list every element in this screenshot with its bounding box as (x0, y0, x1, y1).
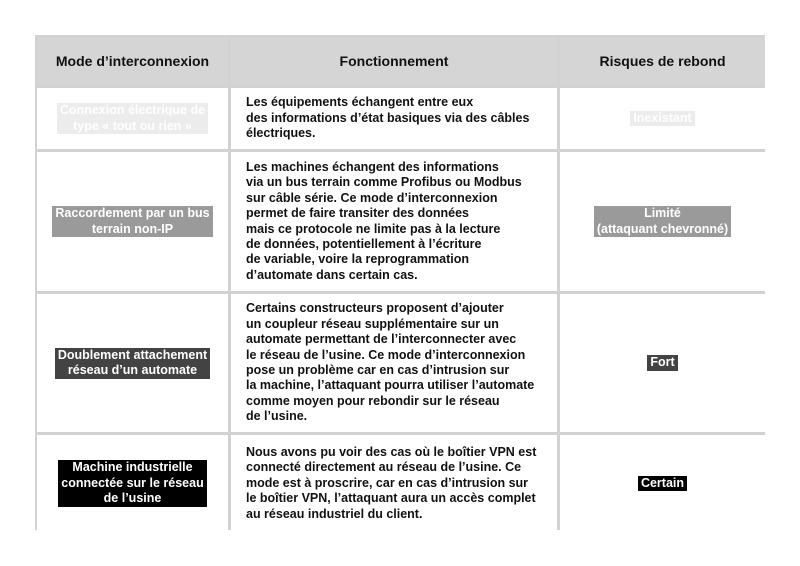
row-2-fonctionnement (231, 152, 557, 291)
row-3-fonctionnement (231, 294, 557, 432)
mode-badge-2: Raccordement par un bus terrain non-IP (52, 206, 212, 237)
description-4: Nous avons pu voir des cas où le boîtier VPN est connecté directement au réseau de l’usine. Ce mode est à proscrire, car en cas d’intrusion sur le boîtier VPN, l’attaquant aura un accès complet au réseau industriel du client. (246, 444, 537, 521)
risk-badge-2: Limité (attaquant chevronné) (594, 206, 731, 237)
row-2-risque (560, 152, 765, 291)
row-4-risque (560, 435, 765, 532)
risk-badge-4: Certain (638, 476, 687, 492)
header-risques (560, 37, 765, 85)
mode-badge-3: Doublement attachement réseau d’un automate (55, 348, 210, 379)
row-3-mode (37, 294, 228, 432)
row-4-mode (37, 435, 228, 532)
header-fonctionnement (231, 37, 557, 85)
header-mode (37, 37, 228, 85)
row-1-risque (560, 88, 765, 149)
mode-badge-1: Connexion électrique de type « tout ou rien » (57, 103, 208, 134)
header-risques-label: Risques de rebond (599, 53, 726, 69)
row-1-fonctionnement (231, 88, 557, 149)
row-2-mode (37, 152, 228, 291)
header-fonctionnement-label: Fonctionnement (339, 53, 449, 69)
mode-badge-4: Machine industrielle connectée sur le réseau de l’usine (58, 460, 206, 507)
description-1: Les équipements échangent entre eux des informations d’état basiques via des câbles électriques. (246, 95, 530, 141)
description-2: Les machines échangent des informations via un bus terrain comme Profibus ou Modbus sur câble série. Ce mode d’interconnexion permet de faire transiter des données mais ce protocole ne limite pas à la lecture de données, potentiellement à l’écriture de variable, voire la reprogrammation d’automate dans certain cas. (246, 159, 522, 282)
risk-badge-3: Fort (647, 355, 677, 371)
header-mode-label: Mode d’interconnexion (55, 53, 210, 69)
row-4-fonctionnement (231, 435, 557, 532)
row-1-mode (37, 88, 228, 149)
risk-badge-1: Inexistant (630, 111, 694, 127)
row-3-risque (560, 294, 765, 432)
description-3: Certains constructeurs proposent d’ajouter un coupleur réseau supplémentaire sur un automate permettant de l’interconnecter avec le réseau de l’usine. Ce mode d’interconnexion pose un problème car en cas d’intrusion sur la machine, l’attaquant pourra utiliser l’automate comme moyen pour rebondir sur le réseau de l’usine. (246, 301, 535, 424)
interconnection-table (35, 35, 765, 530)
